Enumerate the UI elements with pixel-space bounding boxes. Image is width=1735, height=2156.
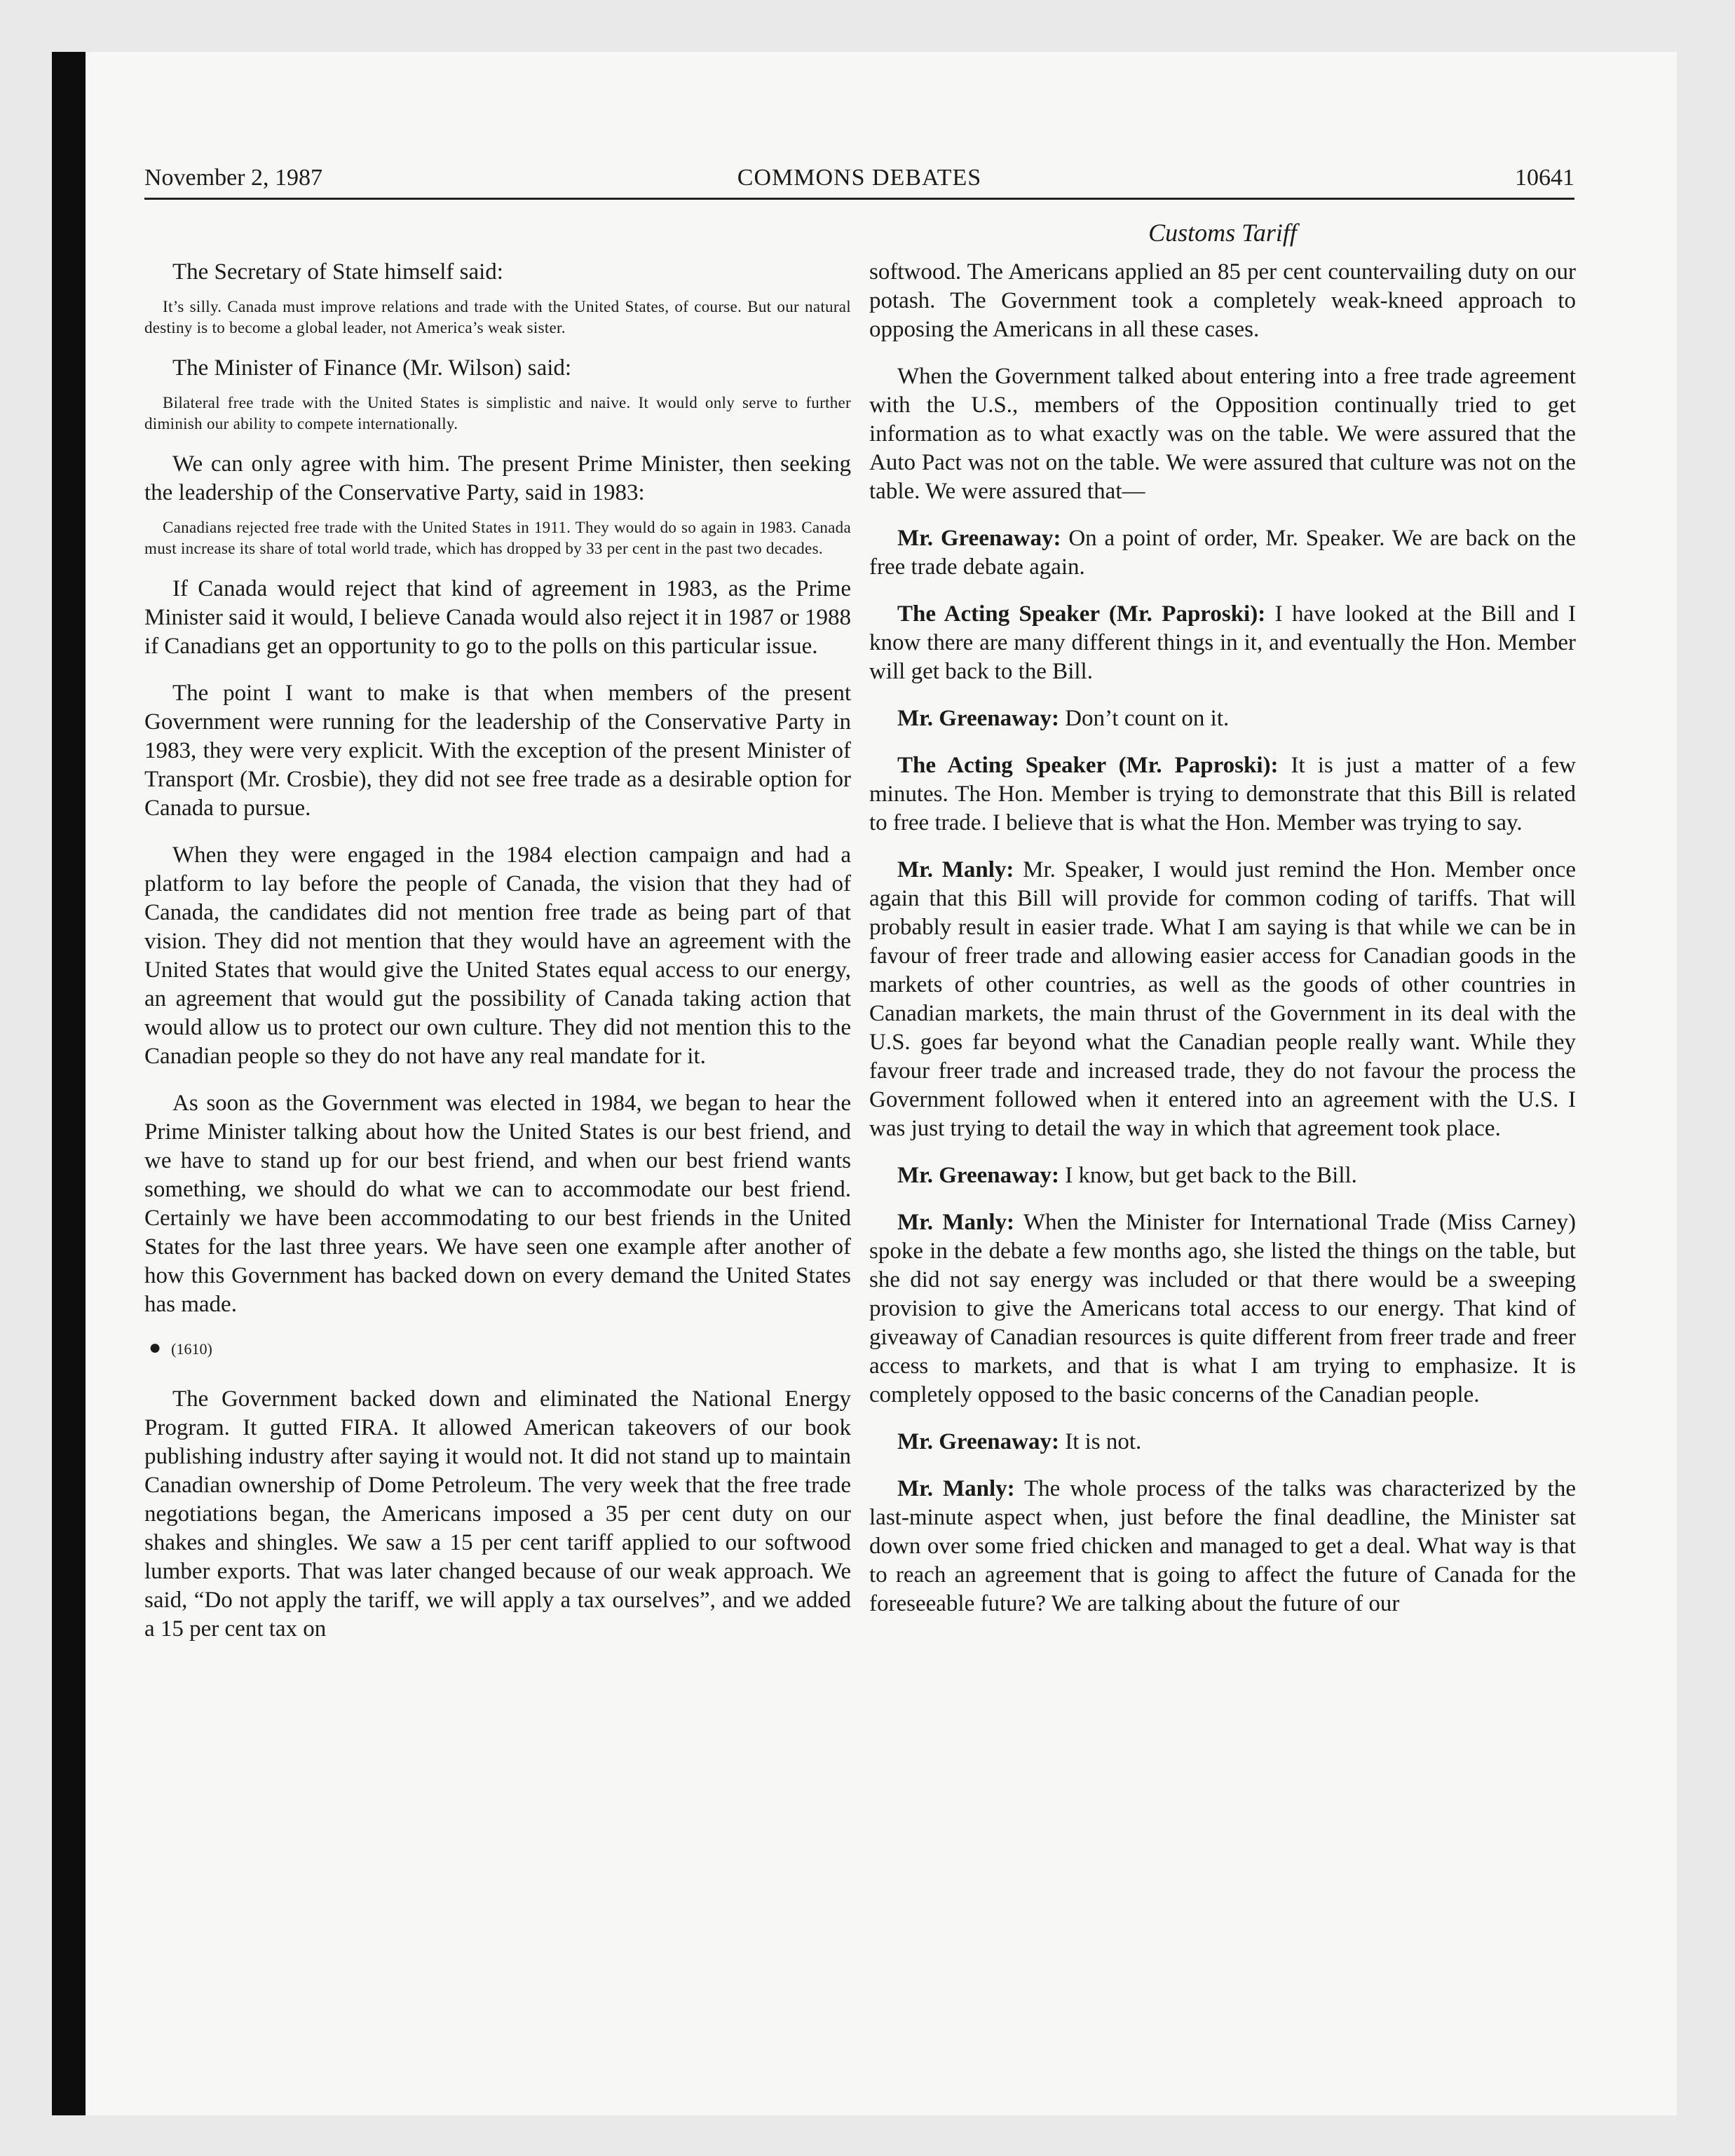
speech (869, 1161, 1576, 1190)
speech-text: I know, but get back to the Bill. (1059, 1163, 1357, 1188)
header-date: November 2, 1987 (144, 165, 323, 191)
time-marker-text: (1610) (171, 1340, 212, 1358)
speech-text: It is not. (1059, 1429, 1142, 1454)
paragraph: When the Government talked about entering into a free trade agreement with the U.S., members of the Opposition continually tried to get information as to what exactly was on the table. We were assured that the Auto Pact was not on the table. We were assured that culture was not on the table. We were assured that— (869, 364, 1576, 504)
speech (869, 600, 1576, 686)
speech-text: Don’t count on it. (1059, 706, 1230, 731)
paragraph: The point I want to make is that when members of the present Government were running for the leadership of the Conservative Party in 1983, they were very explicit. With the exception of the present Minister of Transport (Mr. Crosbie), they did not see free trade as a desirable option for Canada to pursue. (144, 681, 851, 821)
paragraph: As soon as the Government was elected in 1984, we began to hear the Prime Minister talking about how the United States is our best friend, and we have to stand up for our best friend, and when our best friend wants something, we should do what we can to accommodate our best friend. Certainly we have been accommodating to our best friends in the United States for the last three years. We have seen one example after another of how this Government has backed down on every demand the United States has made. (144, 1091, 851, 1317)
speech-text: The whole process of the talks was characterized by the last-minute aspect when, just before the final deadline, the Minister sat down over some fried chicken and managed to get a deal. What way is that to reach an agreement that is going to affect the future of Canada for the foreseeable future? We are talking about the future of our (869, 1476, 1576, 1616)
speech (869, 524, 1576, 582)
right-column (869, 217, 1576, 1637)
speaker-name: Mr. Manly: (897, 1476, 1015, 1501)
paragraph: The Secretary of State himself said: (172, 259, 503, 285)
left-column (144, 258, 851, 1662)
speech (869, 1208, 1576, 1410)
block-quote: It’s silly. Canada must improve relations and trade with the United States, of course. But our natural destiny is to become a global leader, not America’s weak sister. (144, 298, 851, 336)
speaker-name: Mr. Manly: (897, 857, 1014, 882)
speech (869, 856, 1576, 1143)
page-number: 10641 (1515, 165, 1574, 191)
speech-text: On a point of order, Mr. Speaker. We are back on the free trade debate again. (869, 526, 1577, 580)
bullet-icon: ● (149, 1336, 162, 1359)
scan-edge (52, 52, 86, 2115)
speaker-name: Mr. Greenaway: (897, 1429, 1059, 1454)
speaker-name: Mr. Greenaway: (897, 1163, 1059, 1188)
speech (869, 751, 1576, 838)
speech (869, 1475, 1576, 1618)
speaker-name: Mr. Greenaway: (897, 706, 1059, 731)
speech (869, 704, 1576, 733)
paragraph: The Government backed down and eliminated the National Energy Program. It gutted FIRA. It allowed American takeovers of our book publishing industry after saying it would not. It did not stand up to maintain Canadian ownership of Dome Petroleum. The very week that the free trade negotiations began, the Americans imposed a 35 per cent duty on our shakes and shingles. We saw a 15 per cent tariff applied to our softwood lumber exports. That was later changed because of our weak approach. We said, “Do not apply the tariff, we will apply a tax ourselves”, and we added a 15 per cent tax on (144, 1386, 851, 1642)
speech-text: Mr. Speaker, I would just remind the Hon. Member once again that this Bill will provide for common coding of tariffs. That will probably result in easier trade. What I am saying is that while we can be in favour of freer trade and allowing easier access for Canadian goods in the markets of other countries, as well as the goods of other countries in Canadian markets, the main thrust of the Government in its deal with the U.S. goes far beyond what the Canadian people really want. While they favour freer trade and increased trade, they do not favour the process the Government followed when it entered into an agreement with the U.S. I was just trying to detail the way in which that agreement took place. (869, 857, 1576, 1141)
section-title: Customs Tariff (1148, 219, 1297, 247)
paragraph: When they were engaged in the 1984 election campaign and had a platform to lay before the people of Canada, the vision that they had of Canada, the candidates did not mention free trade as being part of that vision. They did not mention that they would have an agreement with the United States that would give the United States equal access to our energy, an agreement that would gut the possibility of Canada taking action that would allow us to protect our own culture. They did not mention this to the Canadian people so they do not have any real mandate for it. (144, 842, 851, 1069)
paragraph: softwood. The Americans applied an 85 per cent countervailing duty on our potash. The Government took a completely weak-kneed approach to opposing the Americans in all these cases. (869, 259, 1576, 342)
paragraph: We can only agree with him. The present Prime Minister, then seeking the leadership of the Conservative Party, said in 1983: (144, 451, 851, 505)
speech (869, 1428, 1576, 1456)
speech-text: It is just a matter of a few minutes. The Hon. Member is trying to demonstrate that this Bill is related to free trade. I believe that is what the Hon. Member was trying to say. (869, 753, 1576, 835)
speaker-name: Mr. Greenaway: (897, 526, 1061, 551)
publication-title: COMMONS DEBATES (737, 165, 982, 191)
speech-text: I have looked at the Bill and I know there are many different things in it, and eventually the Hon. Member will get back to the Bill. (869, 601, 1576, 684)
time-marker (149, 1337, 851, 1360)
speaker-name: Mr. Manly: (897, 1210, 1015, 1235)
speech-text: When the Minister for International Trade (Miss Carney) spoke in the debate a few months ago, she listed the things on the table, but she did not say energy was included or that there would be a sweeping provision to give the Americans total access to our energy. That kind of giveaway of Canadian resources is quite different from freer trade and freer access to markets, and that is what I am trying to emphasize. It is completely opposed to the basic concerns of the Canadian people. (869, 1210, 1576, 1407)
running-head (144, 163, 1574, 200)
speaker-name: The Acting Speaker (Mr. Paproski): (897, 601, 1266, 627)
paragraph: The Minister of Finance (Mr. Wilson) said: (172, 355, 572, 381)
block-quote: Bilateral free trade with the United States is simplistic and naive. It would only serve to further diminish our ability to compete internationally. (144, 394, 851, 432)
paragraph: If Canada would reject that kind of agreement in 1983, as the Prime Minister said it would, I believe Canada would also reject it in 1987 or 1988 if Canadians get an opportunity to go to the polls on this particular issue. (144, 576, 851, 659)
speaker-name: The Acting Speaker (Mr. Paproski): (897, 753, 1279, 778)
block-quote: Canadians rejected free trade with the United States in 1911. They would do so again in 1983. Canada must increase its share of total world trade, which has dropped by 33 per cent in the past two decades. (144, 519, 851, 557)
